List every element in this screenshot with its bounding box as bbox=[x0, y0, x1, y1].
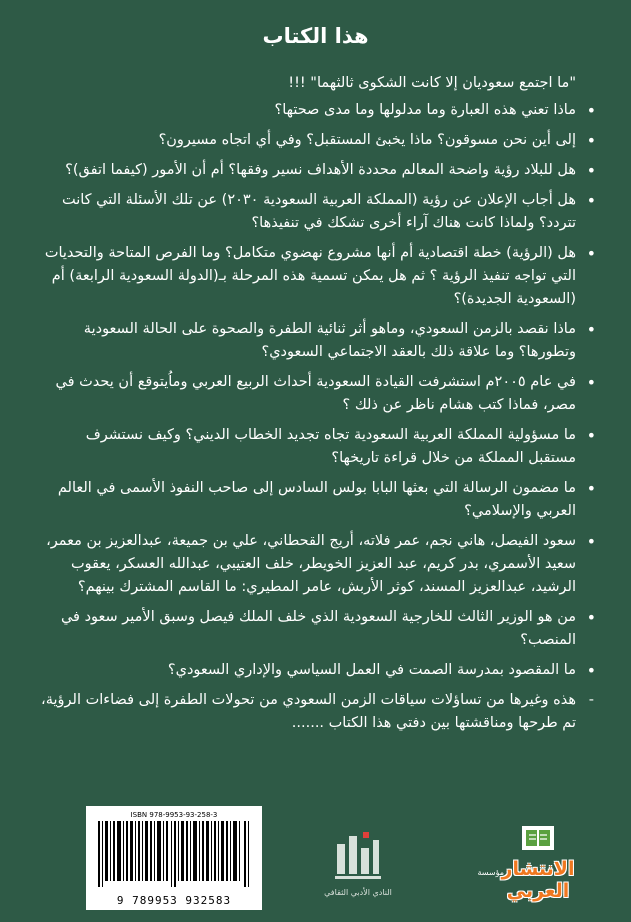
intishar-name: الانتشار العربي bbox=[501, 858, 575, 902]
isbn-barcode bbox=[86, 806, 262, 910]
question-item: • إلى أين نحن مسوقون؟ ماذا يخبئ المستقبل؟ وفي أي اتجاه مسيرون؟ bbox=[158, 131, 596, 150]
bullet-icon: • bbox=[586, 131, 596, 150]
cultural-club-logo bbox=[322, 830, 394, 906]
intishar-logo bbox=[474, 820, 602, 912]
bullet-icon: • bbox=[586, 608, 596, 627]
question-item: • ماذا تعني هذه العبارة وما مدلولها وما مدى صحتها؟ bbox=[274, 101, 596, 120]
bullet-icon: • bbox=[586, 161, 596, 180]
club-name: النادي الأدبي الثقافي bbox=[324, 888, 392, 897]
question-item: • ما المقصود بمدرسة الصمت في العمل السياسي والإداري السعودي؟ bbox=[167, 661, 596, 680]
bullet-icon: • bbox=[586, 191, 596, 210]
bullet-icon: • bbox=[586, 426, 596, 445]
barcode-bars-icon bbox=[96, 821, 252, 887]
question-item: • ماذا نقصد بالزمن السعودي، وماهو أثر ثنائية الطفرة والصحوة على الحالة السعودية وتطورها؟ وما علاقة ذلك بالعقد الاجتماعي السعودي؟ bbox=[83, 320, 596, 360]
question-item: • هل أجاب الإعلان عن رؤية (المملكة العربية السعودية ٢٠٣٠) عن تلك الأسئلة التي كانت تتردد؟ ولماذا كانت هناك آراء أخرى تشكك في تنفيذها؟ bbox=[61, 191, 596, 231]
question-item: • هل (الرؤية) خطة اقتصادية أم أنها مشروع نهضوي متكامل؟ وما الفرص المتاحة والتحديات التي تواجه تنفيذ الرؤية ؟ ثم هل يمكن تسمية هذه المرحلة بـ(الدولة السعودية الرابعة) أم (السعودية الجديدة)؟ bbox=[44, 244, 596, 307]
question-item: • هل للبلاد رؤية واضحة المعالم محددة الأهداف نسير وفقها؟ أم أن الأمور (كيفما اتفق)؟ bbox=[65, 161, 596, 180]
question-item: • سعود الفيصل، هاني نجم، عمر فلاته، أريج القحطاني، علي بن جميعة، عبدالعزيز بن معمر، سعيد الأسمري، بدر كريم، عبد العزيز الخويطر، خلف العتيبي، عبدالله العسكر، يعقوب الرشيد، عبدالعزيز المسند، كوثر الأربش، عامر المطيري: ما القاسم المشترك بينهم؟ bbox=[46, 532, 596, 595]
bullet-icon: • bbox=[586, 532, 596, 551]
page-title: هذا الكتاب bbox=[262, 24, 369, 48]
dash-icon: - bbox=[588, 692, 594, 708]
bullet-icon: • bbox=[586, 320, 596, 339]
question-item: • ما مسؤولية المملكة العربية السعودية تجاه تجديد الخطاب الديني؟ وكيف نستشرف مستقبل المملكة من خلال قراءة تاريخها؟ bbox=[85, 426, 596, 466]
question-item: • في عام ٢٠٠٥م استشرفت القيادة السعودية أحداث الربيع العربي وماُيتوقع أن يحدث في مصر، فماذا كتب هشام ناظر عن ذلك ؟ bbox=[55, 373, 596, 413]
question-list bbox=[36, 99, 598, 682]
intishar-sub: مؤسسة bbox=[477, 868, 504, 877]
closing-paragraph: - هذه وغيرها من تساؤلات سياقات الزمن السعودي من تحولات الطفرة إلى فضاءات الرؤية، تم طرحها ومناقشتها بين دفتي هذا الكتاب ....... bbox=[36, 689, 598, 735]
bullet-icon: • bbox=[586, 373, 596, 392]
question-item: • ما مضمون الرسالة التي بعثها البابا بولس السادس إلى صاحب النفوذ الأسمى في العالم العربي والإسلامي؟ bbox=[57, 479, 596, 519]
bullet-icon: • bbox=[586, 661, 596, 680]
bullet-icon: • bbox=[586, 101, 596, 120]
isbn-label: ISBN 978-9953-93-258-3 bbox=[130, 811, 218, 819]
question-item: • من هو الوزير الثالث للخارجية السعودية الذي خلف الملك فيصل وسبق الأمير سعود في المنصب؟ bbox=[60, 608, 596, 648]
barcode-number: 9 789953 932583 bbox=[116, 894, 232, 907]
club-emblem-icon bbox=[333, 830, 383, 882]
intro-quote: "ما اجتمع سعوديان إلا كانت الشكوى ثالثهما" !!! bbox=[288, 75, 576, 91]
book-emblem-icon bbox=[518, 820, 558, 854]
back-cover-text bbox=[36, 72, 598, 735]
bullet-icon: • bbox=[586, 479, 596, 498]
bullet-icon: • bbox=[586, 244, 596, 263]
